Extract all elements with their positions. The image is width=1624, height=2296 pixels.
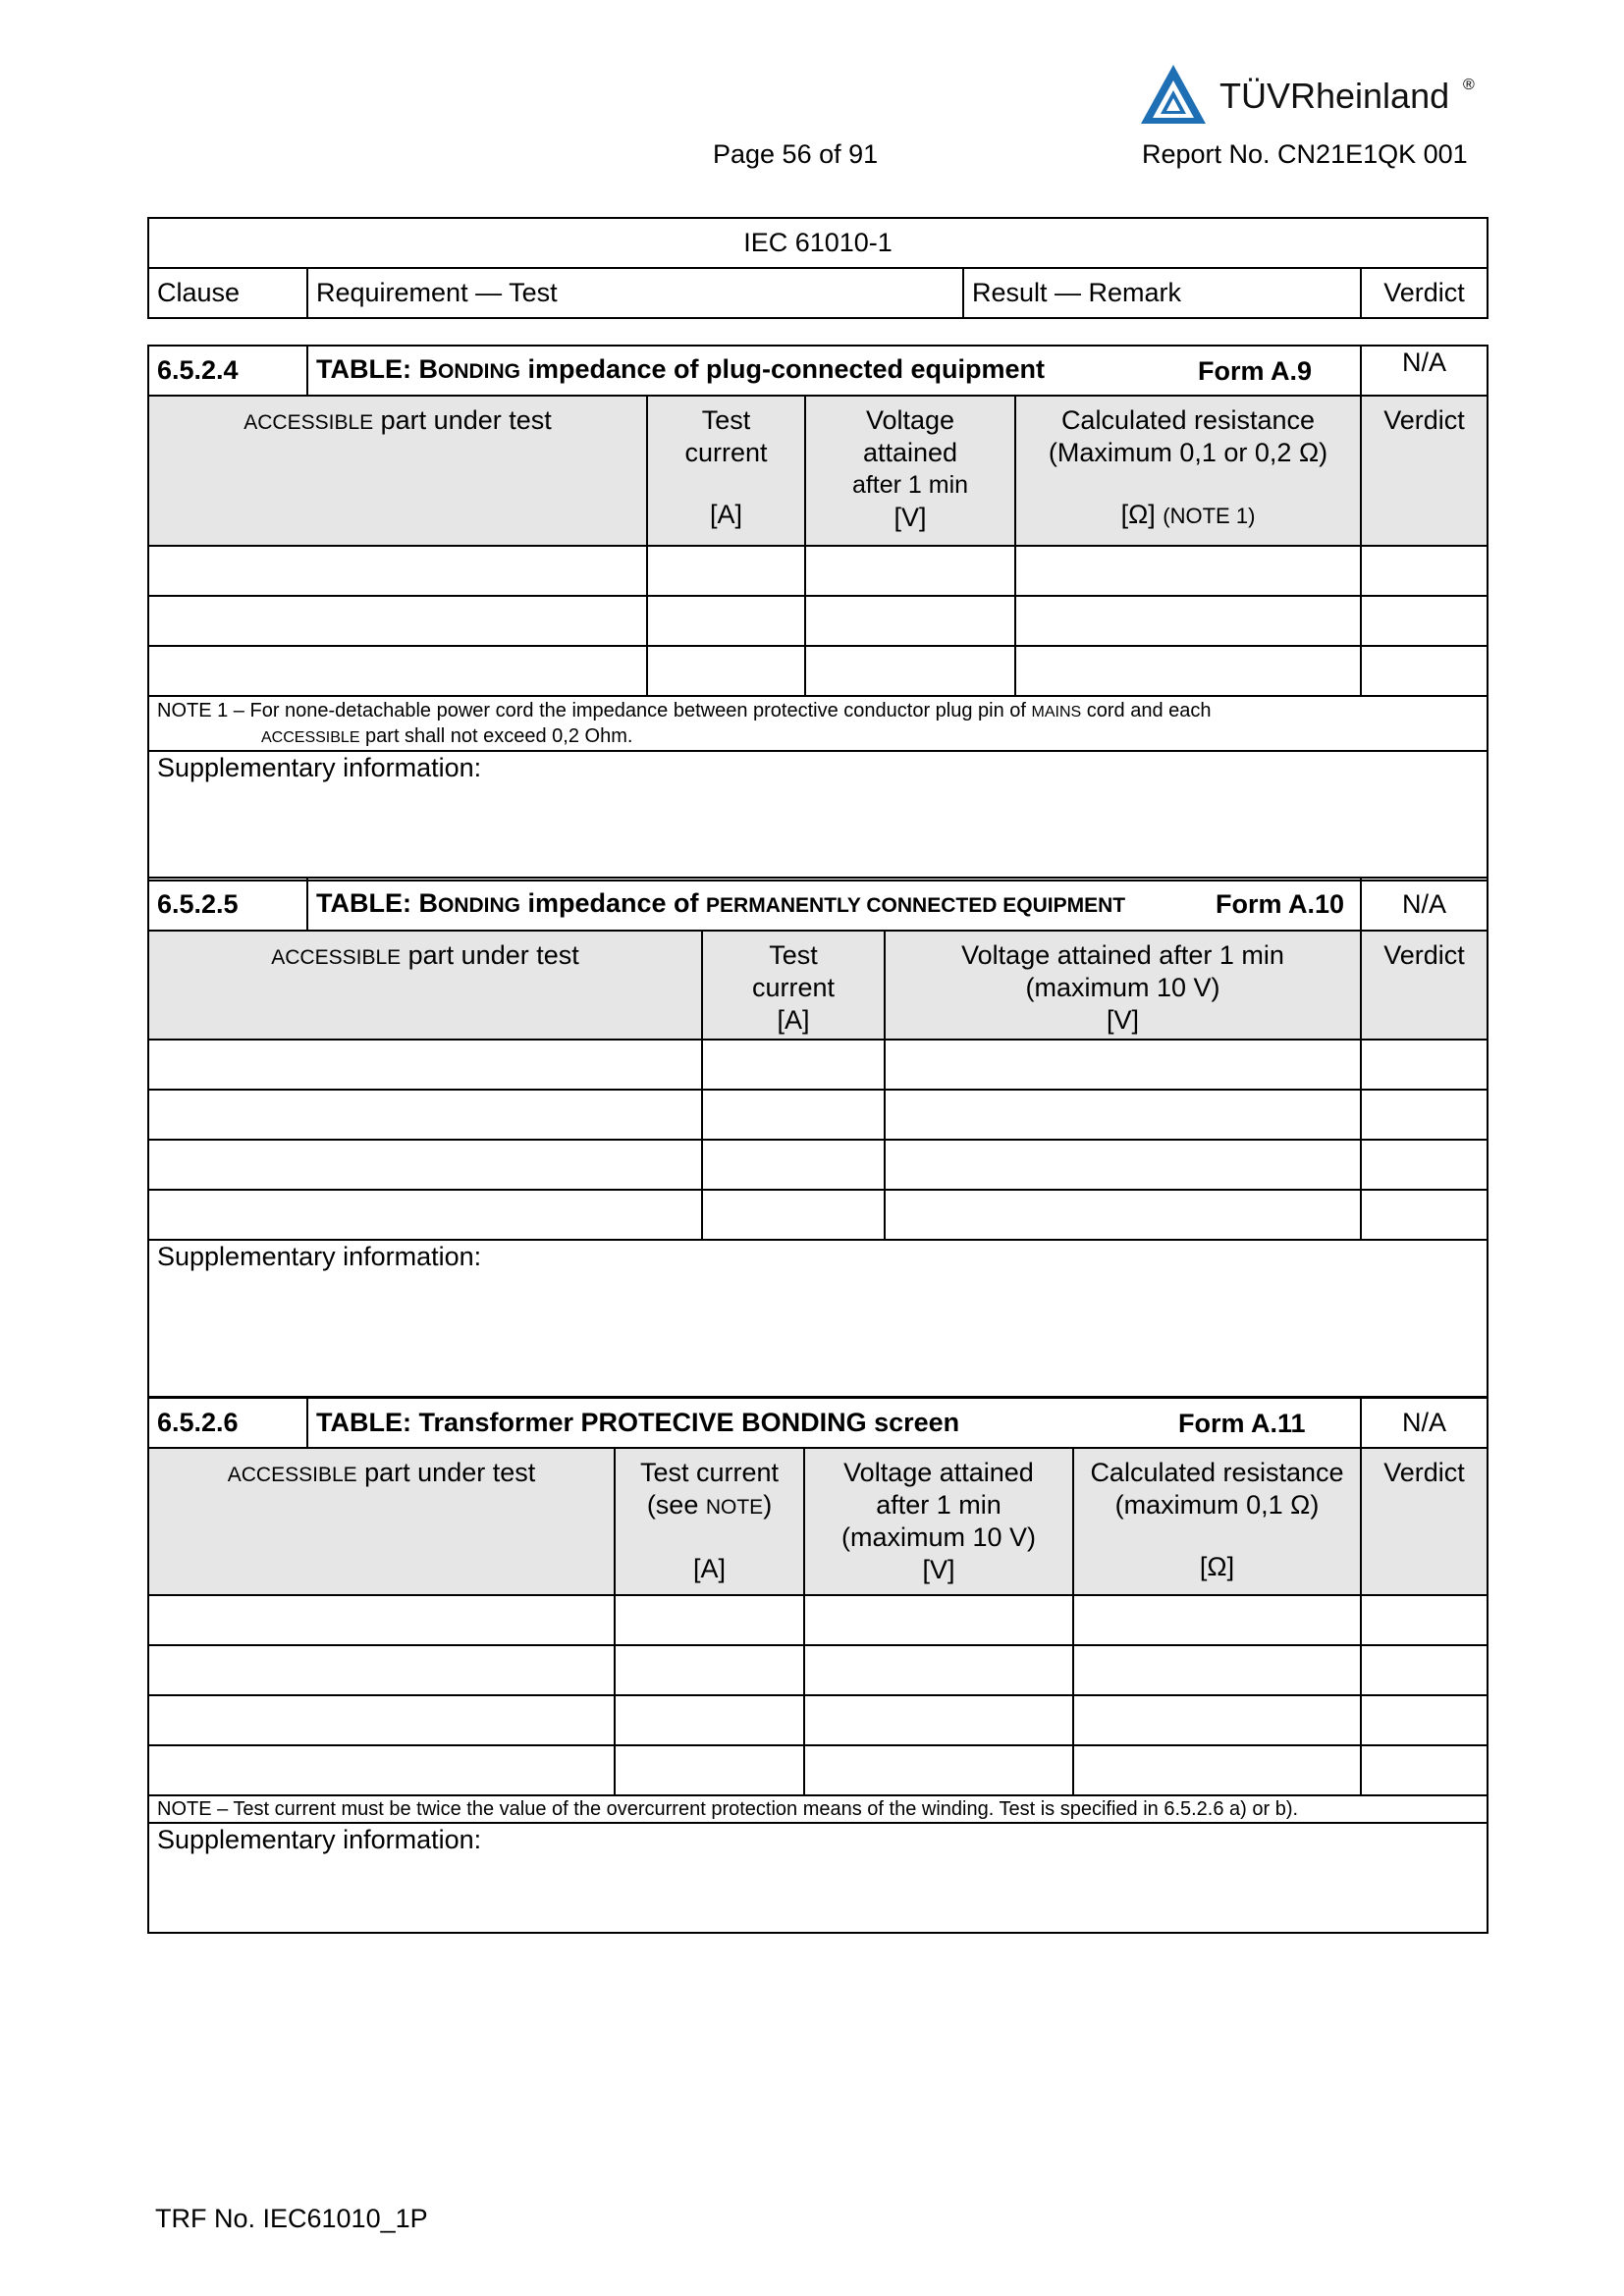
table-a10-col-current: Test current [A] (702, 931, 885, 1040)
tuv-triangle-icon (1139, 63, 1208, 126)
table-a9-note: NOTE 1 – For none-detachable power cord the impedance between protective conductor plug pin of MAINS cord and each ACCESSIBLE part shall not exceed 0,2 Ohm. (148, 696, 1488, 751)
logo-text (1219, 77, 1449, 116)
table-row (148, 646, 1488, 696)
table-a11-note: NOTE – Test current must be twice the value of the overcurrent protection means of the winding. Test is specified in 6.5.2.6 a) or b). (148, 1795, 1488, 1823)
table-a11-col-resistance: Calculated resistance (maximum 0,1 Ω) [Ω] (1073, 1448, 1361, 1595)
table-a10-clause: 6.5.2.5 (148, 878, 307, 931)
table-a9-col-verdict: Verdict (1361, 396, 1488, 546)
table-row (148, 1190, 1488, 1240)
table-a10-title: TABLE: BONDING impedance of PERMANENTLY CONNECTED EQUIPMENT Form A.10 (307, 878, 1361, 931)
table-a11-col-verdict: Verdict (1361, 1448, 1488, 1595)
table-a9-title: TABLE: BONDING impedance of plug-connected equipment Form A.9 (307, 346, 1361, 396)
table-a9-col-current: Test current [A] (647, 396, 805, 546)
table-a10-supplementary: Supplementary information: (148, 1240, 1488, 1397)
standard-name: IEC 61010-1 (148, 218, 1488, 268)
logo-wordmark: TÜVRheinland (1219, 76, 1450, 116)
table-a9-verdict: N/A (1361, 346, 1488, 396)
table-a11-clause: 6.5.2.6 (148, 1398, 307, 1448)
report-number: Report No. CN21E1QK 001 (1142, 139, 1468, 169)
table-a9-col-resistance: Calculated resistance (Maximum 0,1 or 0,2 Ω) [Ω] (NOTE 1) (1015, 396, 1361, 546)
table-a10-col-verdict: Verdict (1361, 931, 1488, 1040)
table-a10-col-part: ACCESSIBLE part under test (148, 931, 702, 1040)
table-row (148, 1140, 1488, 1190)
table-a9-clause: 6.5.2.4 (148, 346, 307, 396)
standard-header-table (147, 217, 1489, 319)
tuv-logo (1139, 61, 1492, 130)
table-a10-form: Form A.10 (1216, 889, 1345, 919)
table-row (148, 1645, 1488, 1695)
table-a9-supplementary: Supplementary information: (148, 751, 1488, 881)
table-a11-col-part: ACCESSIBLE part under test (148, 1448, 615, 1595)
table-a9-col-voltage: Voltage attained after 1 min [V] (805, 396, 1015, 546)
table-a11-form: Form A.11 (1178, 1409, 1306, 1438)
logo-registered-mark: ® (1463, 77, 1475, 93)
table-row (148, 596, 1488, 646)
table-row (148, 546, 1488, 596)
col-verdict: Verdict (1361, 268, 1488, 318)
trf-number: TRF No. IEC61010_1P (155, 2204, 428, 2233)
table-a11 (147, 1397, 1489, 1934)
col-result: Result — Remark (963, 268, 1361, 318)
table-a10-col-voltage: Voltage attained after 1 min (maximum 10 V) [V] (885, 931, 1361, 1040)
table-a10-verdict: N/A (1361, 878, 1488, 931)
col-requirement: Requirement — Test (307, 268, 963, 318)
col-clause: Clause (148, 268, 307, 318)
table-a10 (147, 877, 1489, 1398)
table-a9-form: Form A.9 (1198, 356, 1313, 386)
table-a11-verdict: N/A (1361, 1398, 1488, 1448)
page-number: Page 56 of 91 (713, 139, 879, 169)
table-a11-title: TABLE: Transformer PROTECIVE BONDING screen Form A.11 (307, 1398, 1361, 1448)
table-row (148, 1595, 1488, 1645)
table-a11-col-voltage: Voltage attained after 1 min (maximum 10 V) [V] (804, 1448, 1073, 1595)
table-row (148, 1090, 1488, 1140)
table-a11-supplementary: Supplementary information: (148, 1823, 1488, 1933)
table-row (148, 1745, 1488, 1795)
table-row (148, 1695, 1488, 1745)
table-a9 (147, 345, 1489, 881)
table-row (148, 1040, 1488, 1090)
table-a11-col-current: Test current (see NOTE) [A] (615, 1448, 804, 1595)
table-a9-col-part: ACCESSIBLE part under test (148, 396, 647, 546)
